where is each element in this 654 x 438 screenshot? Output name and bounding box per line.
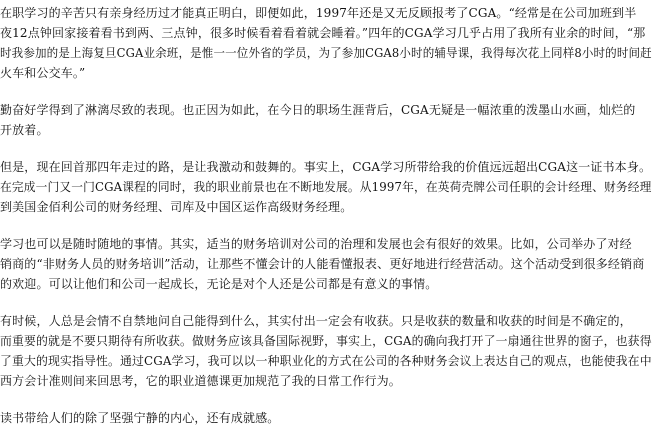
text-line: 了重大的现实指导性。通过CGA学习，我可以以一种职业化的方式在公司的各种财务会议上表达自己的观点，也能使我在中	[0, 354, 652, 368]
text-line: 夜12点钟回家接着看书到两、三点钟，很多时候看着看着就会睡着。”四年的CGA学习几乎占用了我所有业余的时间，“那	[0, 26, 646, 40]
text-line: 的欢迎。可以让他们和公司一起成长，无论是对个人还是公司都是有意义的事情。	[0, 277, 438, 291]
text-line: 时我参加的是上海复旦CGA业余班，是惟一一位外省的学员，为了参加CGA8小时的辅导课，我得每次花上同样8小时的时间赶	[0, 46, 652, 60]
text-line: 在完成一门又一门CGA课程的同时，我的职业前景也在不断地发展。从1997年，在英荷壳牌公司任职的会计经理、财务经理	[0, 180, 652, 194]
text-line: 而重要的就是不要只期待有所收获。做财务应该具备国际视野，事实上，CGA的确向我打开了一扇通往世界的窗子，也获得	[0, 334, 652, 348]
text-line: 读书带给人们的除了坚强宁静的内心，还有成就感。	[0, 411, 280, 425]
text-line: 在职学习的辛苦只有亲身经历过才能真正明白，即便如此，1997年还是又无反顾报考了CGA。“经常是在公司加班到半	[0, 6, 637, 20]
text-line: 学习也可以是随时随地的事情。其实，适当的财务培训对公司的治理和发展也会有很好的效果。比如，公司举办了对经	[0, 237, 632, 251]
text-line: 西方会计准则间来回思考，它的职业道德课更加规范了我的日常工作行为。	[0, 374, 401, 388]
text-line: 勤奋好学得到了淋漓尽致的表现。也正因为如此，在今日的职场生涯背后，CGA无疑是一幅浓重的泼墨山水画，灿烂的	[0, 103, 636, 117]
text-line: 有时候，人总是会情不自禁地问自己能得到什么，其实付出一定会有收获。只是收获的数量和收获的时间是不确定的，	[0, 314, 632, 328]
text-line: 开放着。	[0, 123, 49, 137]
text-line: 火车和公交车。”	[0, 66, 86, 80]
text-line: 销商的“非财务人员的财务培训”活动，让那些不懂会计的人能看懂报表、更好地进行经营活动。这个活动受到很多经销商	[0, 257, 645, 271]
text-line: 但是，现在回首那四年走过的路，是让我激动和鼓舞的。事实上，CGA学习所带给我的价值远远超出CGA这一证书本身。	[0, 160, 652, 174]
text-line: 到美国金佰利公司的财务经理、司库及中国区运作高级财务经理。	[0, 200, 353, 214]
